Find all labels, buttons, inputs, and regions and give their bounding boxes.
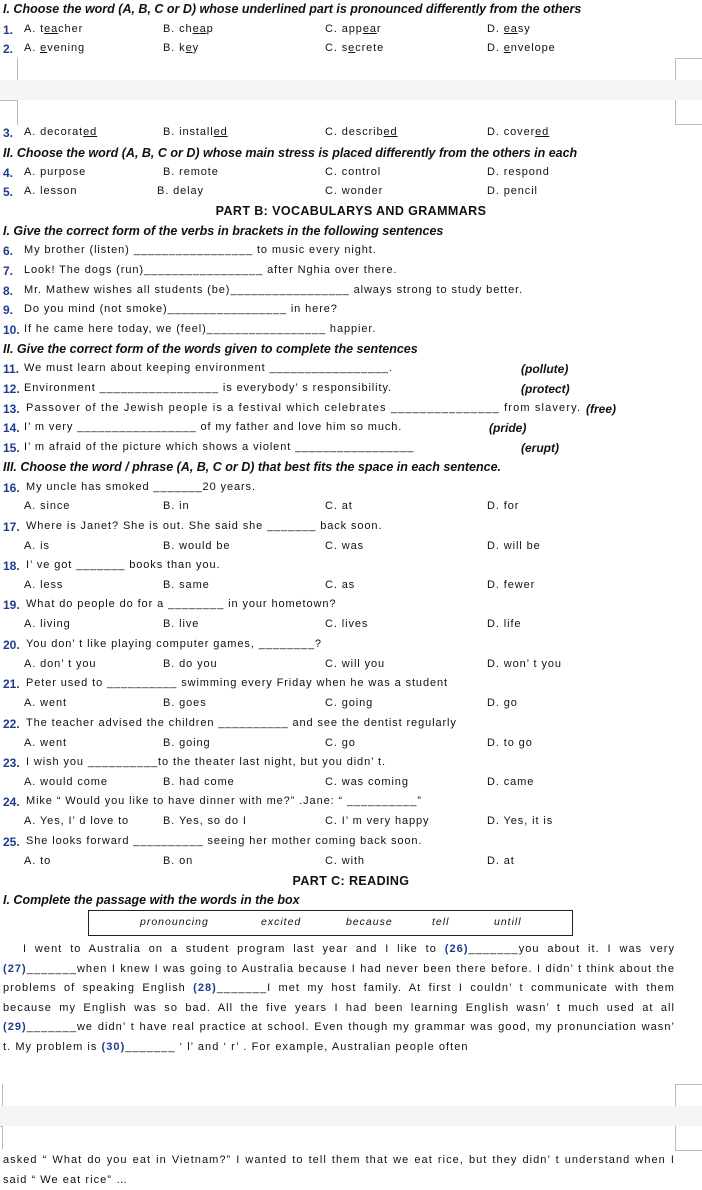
- question-25: 25. She looks forward __________ seeing her mother coming back soon.: [3, 835, 423, 849]
- options-22: A. went B. going C. go D. to go: [24, 737, 533, 749]
- blank-27: (27): [3, 962, 27, 975]
- option-c: C. secrete: [325, 42, 385, 54]
- question-1: 1. A. teacher B. cheap C. appear D. easy: [3, 23, 531, 37]
- section-title: I. Give the correct form of the verbs in brackets in the following sentences: [3, 224, 444, 238]
- option-a: A. lesson: [24, 185, 78, 197]
- question-7: 7. Look! The dogs (run)_________________ after Nghia over there.: [3, 264, 398, 278]
- page-break-corner: [675, 100, 702, 125]
- option-a: A. purpose: [24, 166, 87, 178]
- option-b: B. remote: [163, 166, 219, 178]
- question-15: 15. I’ m afraid of the picture which shows a violent _________________ (erupt): [3, 441, 559, 455]
- page-break-gap: [0, 1060, 702, 1148]
- option-d: D. respond: [487, 166, 550, 178]
- options-18: A. less B. same C. as D. fewer: [24, 579, 536, 591]
- options-21: A. went B. goes C. going D. go: [24, 697, 518, 709]
- reading-passage-continued: asked “ What do you eat in Vietnam?” I wanted to tell them that we eat rice, but they didn’ t understand when I said “ We eat rice” …: [3, 1154, 675, 1186]
- option-b: B. delay: [157, 185, 204, 197]
- options-24: A. Yes, I’ d love to B. Yes, so do I C. I’ m very happy D. Yes, it is: [24, 815, 554, 827]
- word-box-item: tell: [432, 916, 450, 928]
- option-c: C. appear: [325, 23, 382, 35]
- word-box-item: pronouncing: [140, 916, 209, 928]
- question-13: 13. Passover of the Jewish people is a festival which celebrates _______________ from slavery. (free): [3, 402, 617, 416]
- question-4: 4. A. purpose B. remote C. control D. respond: [3, 166, 550, 180]
- blank-28: (28): [193, 982, 217, 995]
- option-c: C. wonder: [325, 185, 384, 197]
- option-c: C. control: [325, 166, 382, 178]
- options-17: A. is B. would be C. was D. will be: [24, 540, 541, 552]
- blank-30: (30): [101, 1040, 126, 1053]
- word-box-item: excited: [261, 916, 302, 928]
- question-10: 10. If he came here today, we (feel)_________________ happier.: [3, 323, 377, 337]
- option-a: A. decorated: [24, 126, 98, 138]
- question-24: 24. Mike “ Would you like to have dinner with me?” .Jane: “ __________”: [3, 795, 422, 809]
- options-23: A. would come B. had come C. was coming D. came: [24, 776, 535, 788]
- options-19: A. living B. live C. lives D. life: [24, 618, 522, 630]
- question-22: 22. The teacher advised the children __________ and see the dentist regularly: [3, 717, 457, 731]
- page-break-band: [0, 1106, 702, 1126]
- question-12: 12. Environment _________________ is everybody’ s responsibility. (protect): [3, 382, 570, 396]
- option-c: C. described: [325, 126, 398, 138]
- question-17: 17. Where is Janet? She is out. She said she _______ back soon.: [3, 520, 383, 534]
- reading-passage: I went to Australia on a student program last year and I like to (26)_______you about it. I was very (27)_______when I knew I was going to Australia because I had never been there before. I didn’ t think about the problems of speaking English (28)_______I met my host family. At first I couldn’ t communicate with them because my English was so bad. All the five years I had been learning English wasn’ t much used at all (29)_______we didn’ t have real practice at school. Even though my grammar was good, my pronunciation wasn’ t. My problem is (30)_______ ‘ l’ and ‘ r’ . For example, Australian people often: [3, 943, 676, 1053]
- option-d: D. covered: [487, 126, 550, 138]
- word-box-item: untill: [494, 916, 522, 928]
- option-a: A. evening: [24, 42, 86, 54]
- section-title: II. Choose the word (A, B, C or D) whose main stress is placed differently from the others in each: [3, 146, 578, 160]
- question-18: 18. I’ ve got _______ books than you.: [3, 559, 221, 573]
- question-20: 20. You don’ t like playing computer games, ________?: [3, 638, 322, 652]
- section-title: II. Give the correct form of the words given to complete the sentences: [3, 342, 418, 356]
- page-break-corner: [0, 1084, 3, 1107]
- options-16: A. since B. in C. at D. for: [24, 500, 520, 512]
- question-9: 9. Do you mind (not smoke)_________________ in here?: [3, 303, 338, 317]
- question-16: 16. My uncle has smoked _______20 years.: [3, 481, 256, 495]
- question-21: 21. Peter used to __________ swimming every Friday when he was a student: [3, 677, 448, 691]
- question-19: 19. What do people do for a ________ in your hometown?: [3, 598, 337, 612]
- question-5: 5. A. lesson B. delay C. wonder D. pencil: [3, 185, 538, 199]
- question-6: 6. My brother (listen) _________________ to music every night.: [3, 244, 377, 258]
- question-23: 23. I wish you __________to the theater last night, but you didn’ t.: [3, 756, 386, 770]
- option-b: B. installed: [163, 126, 228, 138]
- word-box: [88, 910, 573, 936]
- option-a: A. teacher: [24, 23, 84, 35]
- blank-29: (29): [3, 1021, 27, 1034]
- option-d: D. pencil: [487, 185, 538, 197]
- options-20: A. don’ t you B. do you C. will you D. won’ t you: [24, 658, 562, 670]
- question-8: 8. Mr. Mathew wishes all students (be)_________________ always strong to study better.: [3, 284, 524, 298]
- option-d: D. envelope: [487, 42, 556, 54]
- question-14: 14. I’ m very _________________ of my father and love him so much. (pride): [3, 421, 527, 435]
- page-break-corner: [675, 1126, 702, 1151]
- question-11: 11. We must learn about keeping environment _________________. (pollute): [3, 362, 569, 376]
- part-title: PART C: READING: [292, 874, 410, 888]
- page-break-corner: [0, 100, 18, 125]
- word-box-item: because: [346, 916, 393, 928]
- blank-26: (26): [444, 943, 469, 955]
- option-d: D. easy: [487, 23, 531, 35]
- part-title: PART B: VOCABULARYS AND GRAMMARS: [215, 204, 487, 218]
- option-b: B. cheap: [163, 23, 214, 35]
- section-title: I. Choose the word (A, B, C or D) whose underlined part is pronounced differently from the others: [3, 2, 582, 16]
- section-title: III. Choose the word / phrase (A, B, C or D) that best fits the space in each sentence.: [3, 460, 502, 474]
- options-25: A. to B. on C. with D. at: [24, 855, 515, 867]
- question-2: 2. A. evening B. key C. secrete D. envelope: [3, 42, 556, 56]
- section-title: I. Complete the passage with the words in the box: [3, 893, 300, 907]
- page-break-band: [0, 80, 702, 100]
- page-break-corner: [0, 1126, 3, 1149]
- question-3: 3. A. decorated B. installed C. described D. covered: [3, 126, 550, 140]
- option-b: B. key: [163, 42, 199, 54]
